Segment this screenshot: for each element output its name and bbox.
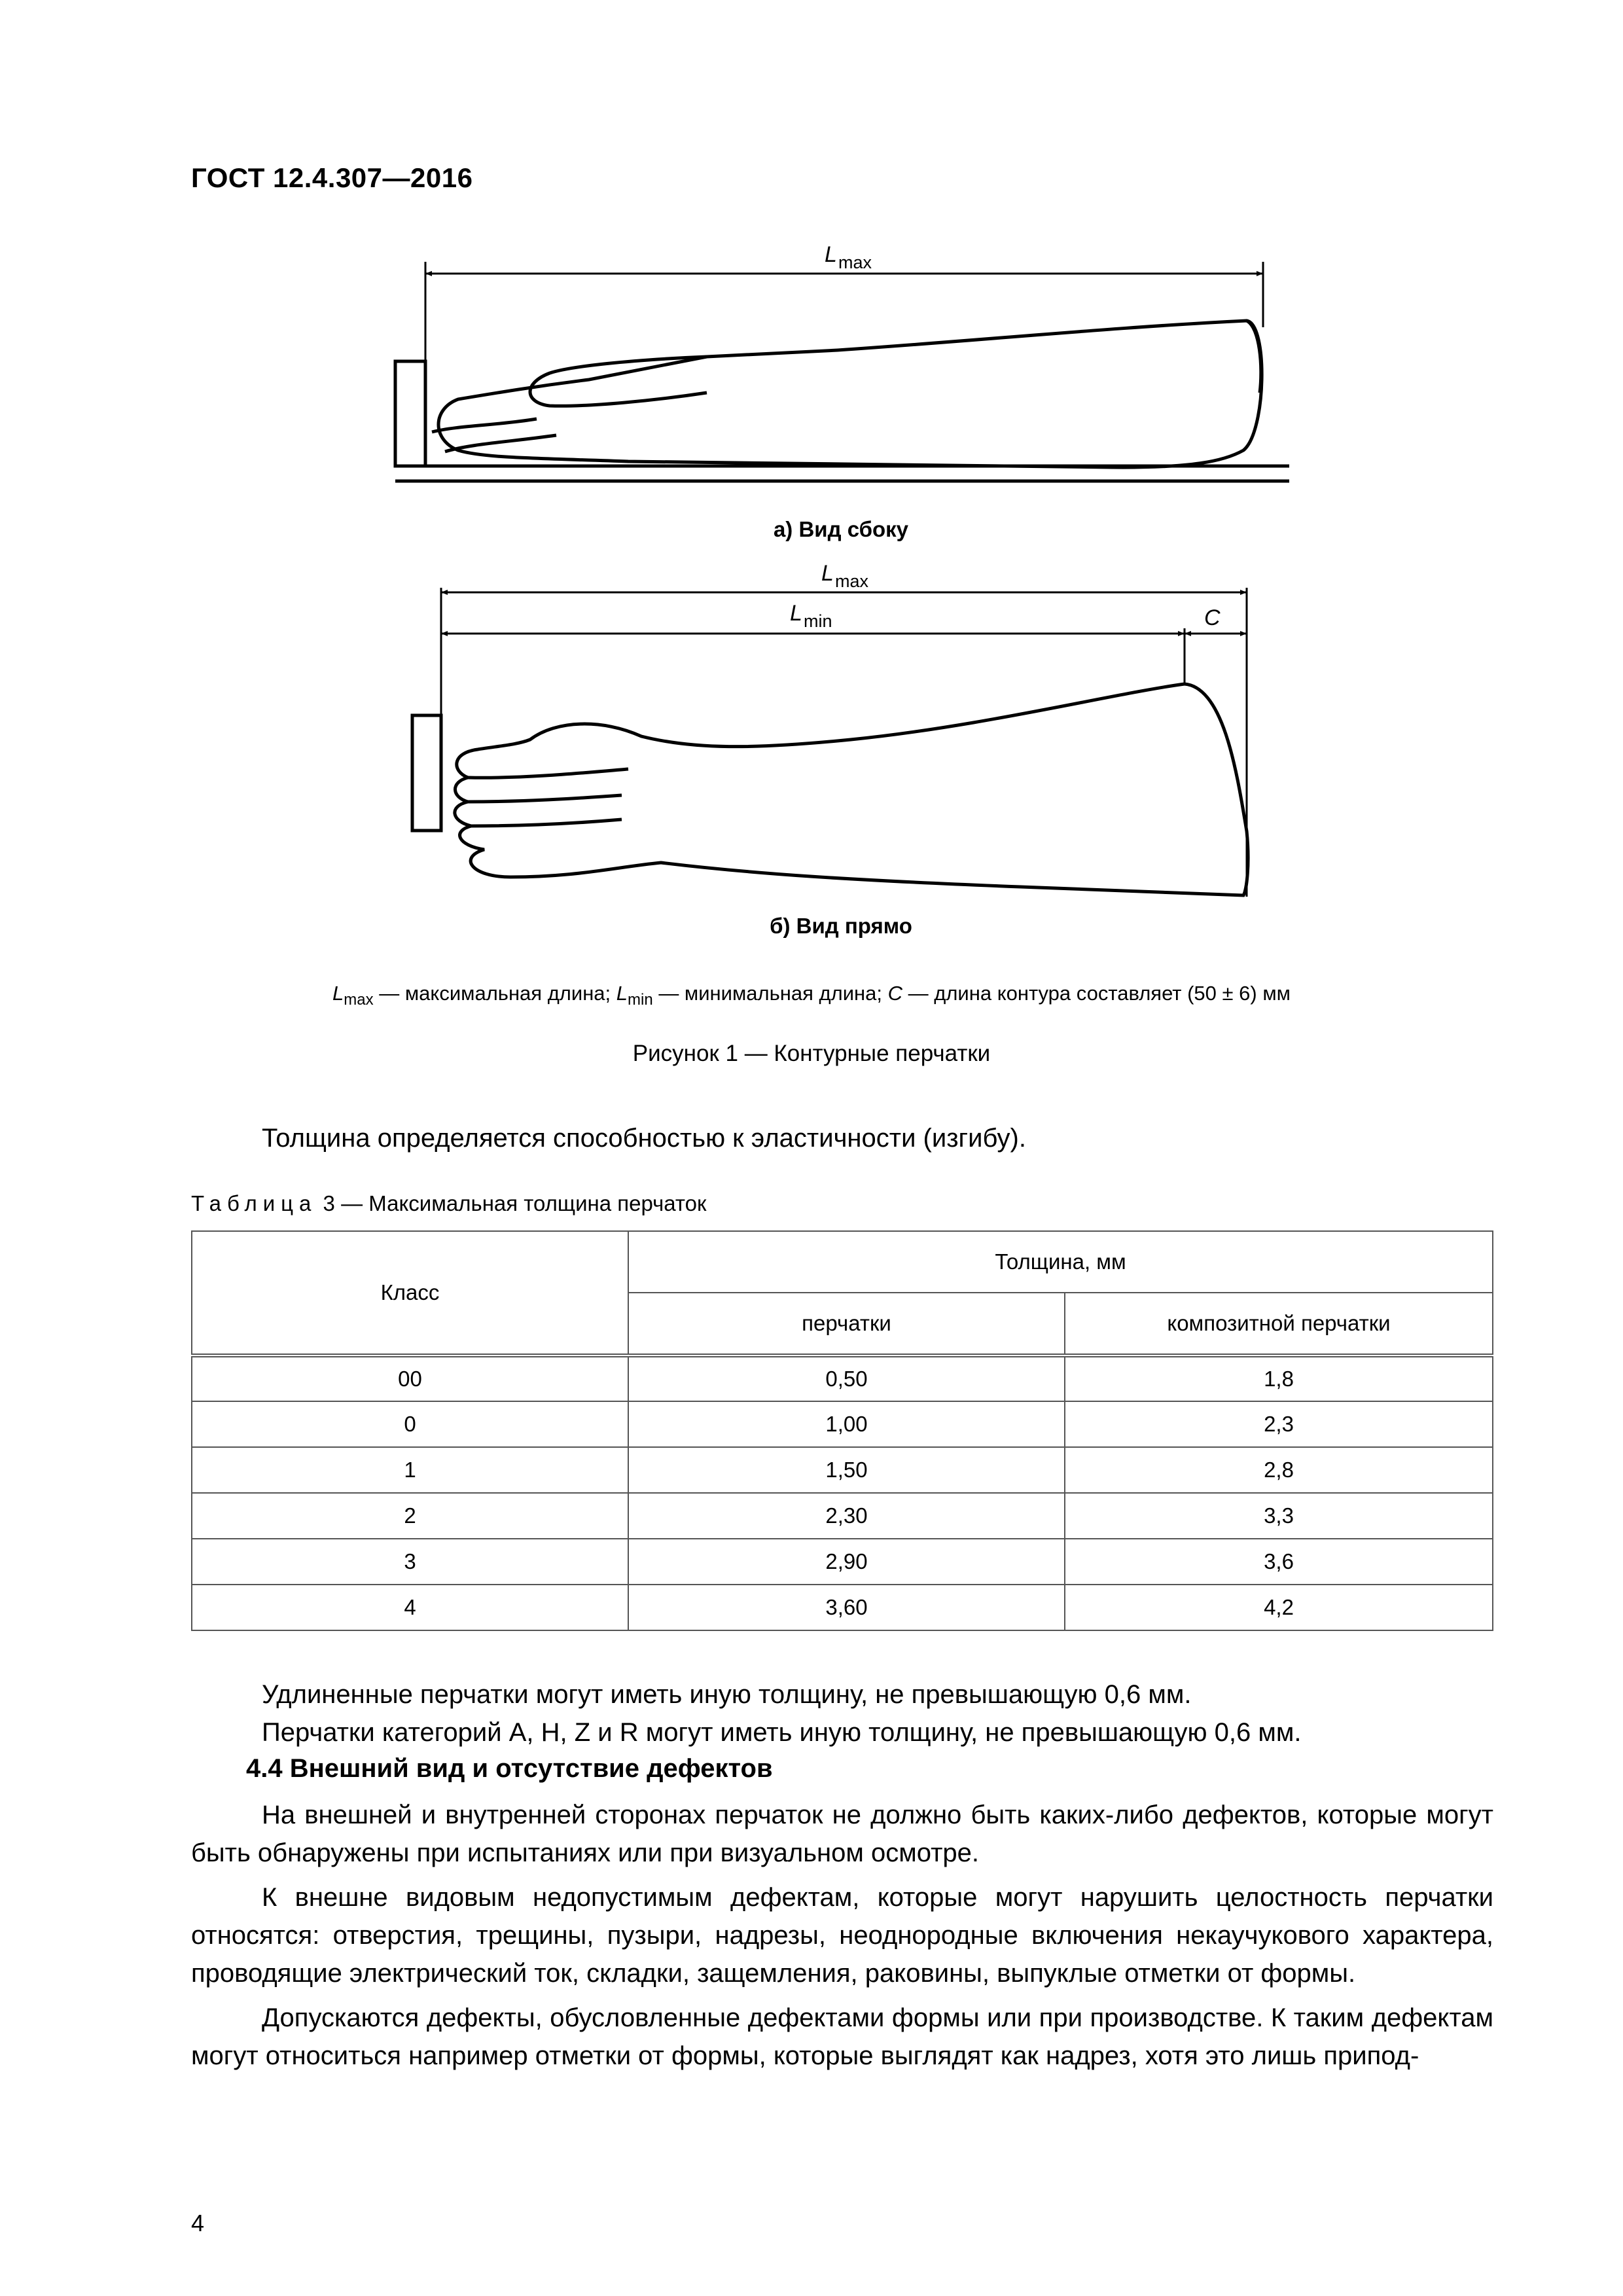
legend-lmin-text: — минимальная длина; xyxy=(652,982,888,1005)
figure-caption: Рисунок 1 — Контурные перчатки xyxy=(632,1041,991,1066)
front-view-drawing xyxy=(412,684,1248,895)
intro-paragraph: Толщина определяется способностью к эластичности (изгибу). xyxy=(262,1124,1026,1153)
glove-contour-figure xyxy=(0,0,1623,982)
lmax-top-label: L xyxy=(825,242,837,267)
thickness-table xyxy=(191,1230,1493,1631)
cell-composite: 3,6 xyxy=(1065,1539,1493,1585)
lmax-front-sub: max xyxy=(835,571,869,591)
lmax-front-label: L xyxy=(821,561,834,586)
cell-gloves: 2,90 xyxy=(628,1539,1065,1585)
cell-class: 2 xyxy=(192,1493,628,1539)
header-gloves: перчатки xyxy=(628,1293,1065,1355)
cell-composite: 3,3 xyxy=(1065,1493,1493,1539)
cell-class: 3 xyxy=(192,1539,628,1585)
table-row xyxy=(192,1447,1493,1493)
table-row xyxy=(192,1539,1493,1585)
table-title-word: Таблица xyxy=(191,1191,317,1215)
cell-composite: 1,8 xyxy=(1065,1355,1493,1401)
note-elongated-gloves: Удлиненные перчатки могут иметь иную толщину, не превышающую 0,6 мм. xyxy=(262,1680,1192,1709)
header-composite: композитной перчатки xyxy=(1065,1293,1493,1355)
legend-lmax-sym: L xyxy=(332,982,344,1005)
front-dimensions xyxy=(441,588,1247,897)
legend-c-text: — длина контура составляет (50 ± 6) мм xyxy=(902,982,1291,1005)
note-category-gloves: Перчатки категорий A, H, Z и R могут иметь иную толщину, не превышающую 0,6 мм. xyxy=(262,1718,1302,1747)
header-class: Класс xyxy=(192,1231,628,1355)
legend-lmax-sub: max xyxy=(344,991,374,1009)
cell-composite: 2,3 xyxy=(1065,1401,1493,1447)
cell-gloves: 1,50 xyxy=(628,1447,1065,1493)
cell-gloves: 1,00 xyxy=(628,1401,1065,1447)
section-heading: 4.4 Внешний вид и отсутствие дефектов xyxy=(246,1754,773,1783)
table-row xyxy=(192,1401,1493,1447)
table-title-rest: 3 — Максимальная толщина перчаток xyxy=(317,1191,707,1215)
legend-lmax-text: — максимальная длина; xyxy=(373,982,616,1005)
header-thickness: Толщина, мм xyxy=(628,1231,1493,1293)
table-row xyxy=(192,1355,1493,1401)
page-number: 4 xyxy=(191,2210,205,2236)
lmin-label: L xyxy=(790,601,802,626)
cell-composite: 2,8 xyxy=(1065,1447,1493,1493)
lmin-sub: min xyxy=(804,611,832,631)
body-paragraph-2: К внешне видовым недопустимым дефектам, которые могут нарушить целостность перчатки относятся: отверстия, трещины, пузыри, надрезы, неоднородные включения некаучукового характера, проводящие электрический ток, складки, защемления, раковины, выпуклые отметки от формы. xyxy=(191,1883,1493,1988)
side-view-drawing xyxy=(395,321,1289,481)
cell-class: 0 xyxy=(192,1401,628,1447)
body-paragraph-1: На внешней и внутренней сторонах перчаток не должно быть каких-либо дефектов, которые могут быть обнаружены при испытаниях или при визуальном осмотре. xyxy=(191,1801,1493,1867)
cell-class: 1 xyxy=(192,1447,628,1493)
caption-side-view: а) Вид сбоку xyxy=(773,517,909,541)
table-row xyxy=(192,1585,1493,1630)
lmax-top-sub: max xyxy=(838,253,872,272)
cell-composite: 4,2 xyxy=(1065,1585,1493,1630)
legend-lmin-sub: min xyxy=(628,991,653,1009)
caption-front-view: б) Вид прямо xyxy=(770,914,912,938)
cell-class: 4 xyxy=(192,1585,628,1630)
legend-c-sym: C xyxy=(887,982,903,1005)
cell-gloves: 0,50 xyxy=(628,1355,1065,1401)
lmax-top-dimension xyxy=(425,262,1263,361)
cell-class: 00 xyxy=(192,1355,628,1401)
cell-gloves: 2,30 xyxy=(628,1493,1065,1539)
table-row xyxy=(192,1493,1493,1539)
figure-legend xyxy=(196,982,1427,1009)
document-header: ГОСТ 12.4.307—2016 xyxy=(191,162,473,193)
cell-gloves: 3,60 xyxy=(628,1585,1065,1630)
body-paragraph-3: Допускаются дефекты, обусловленные дефектами формы или при производстве. К таким дефектам могут относиться например отметки от формы, которые выглядят как надрез, хотя это лишь припод- xyxy=(191,2003,1493,2070)
legend-lmin-sym: L xyxy=(616,982,628,1005)
table-title xyxy=(191,1191,706,1216)
c-label: C xyxy=(1204,605,1221,630)
